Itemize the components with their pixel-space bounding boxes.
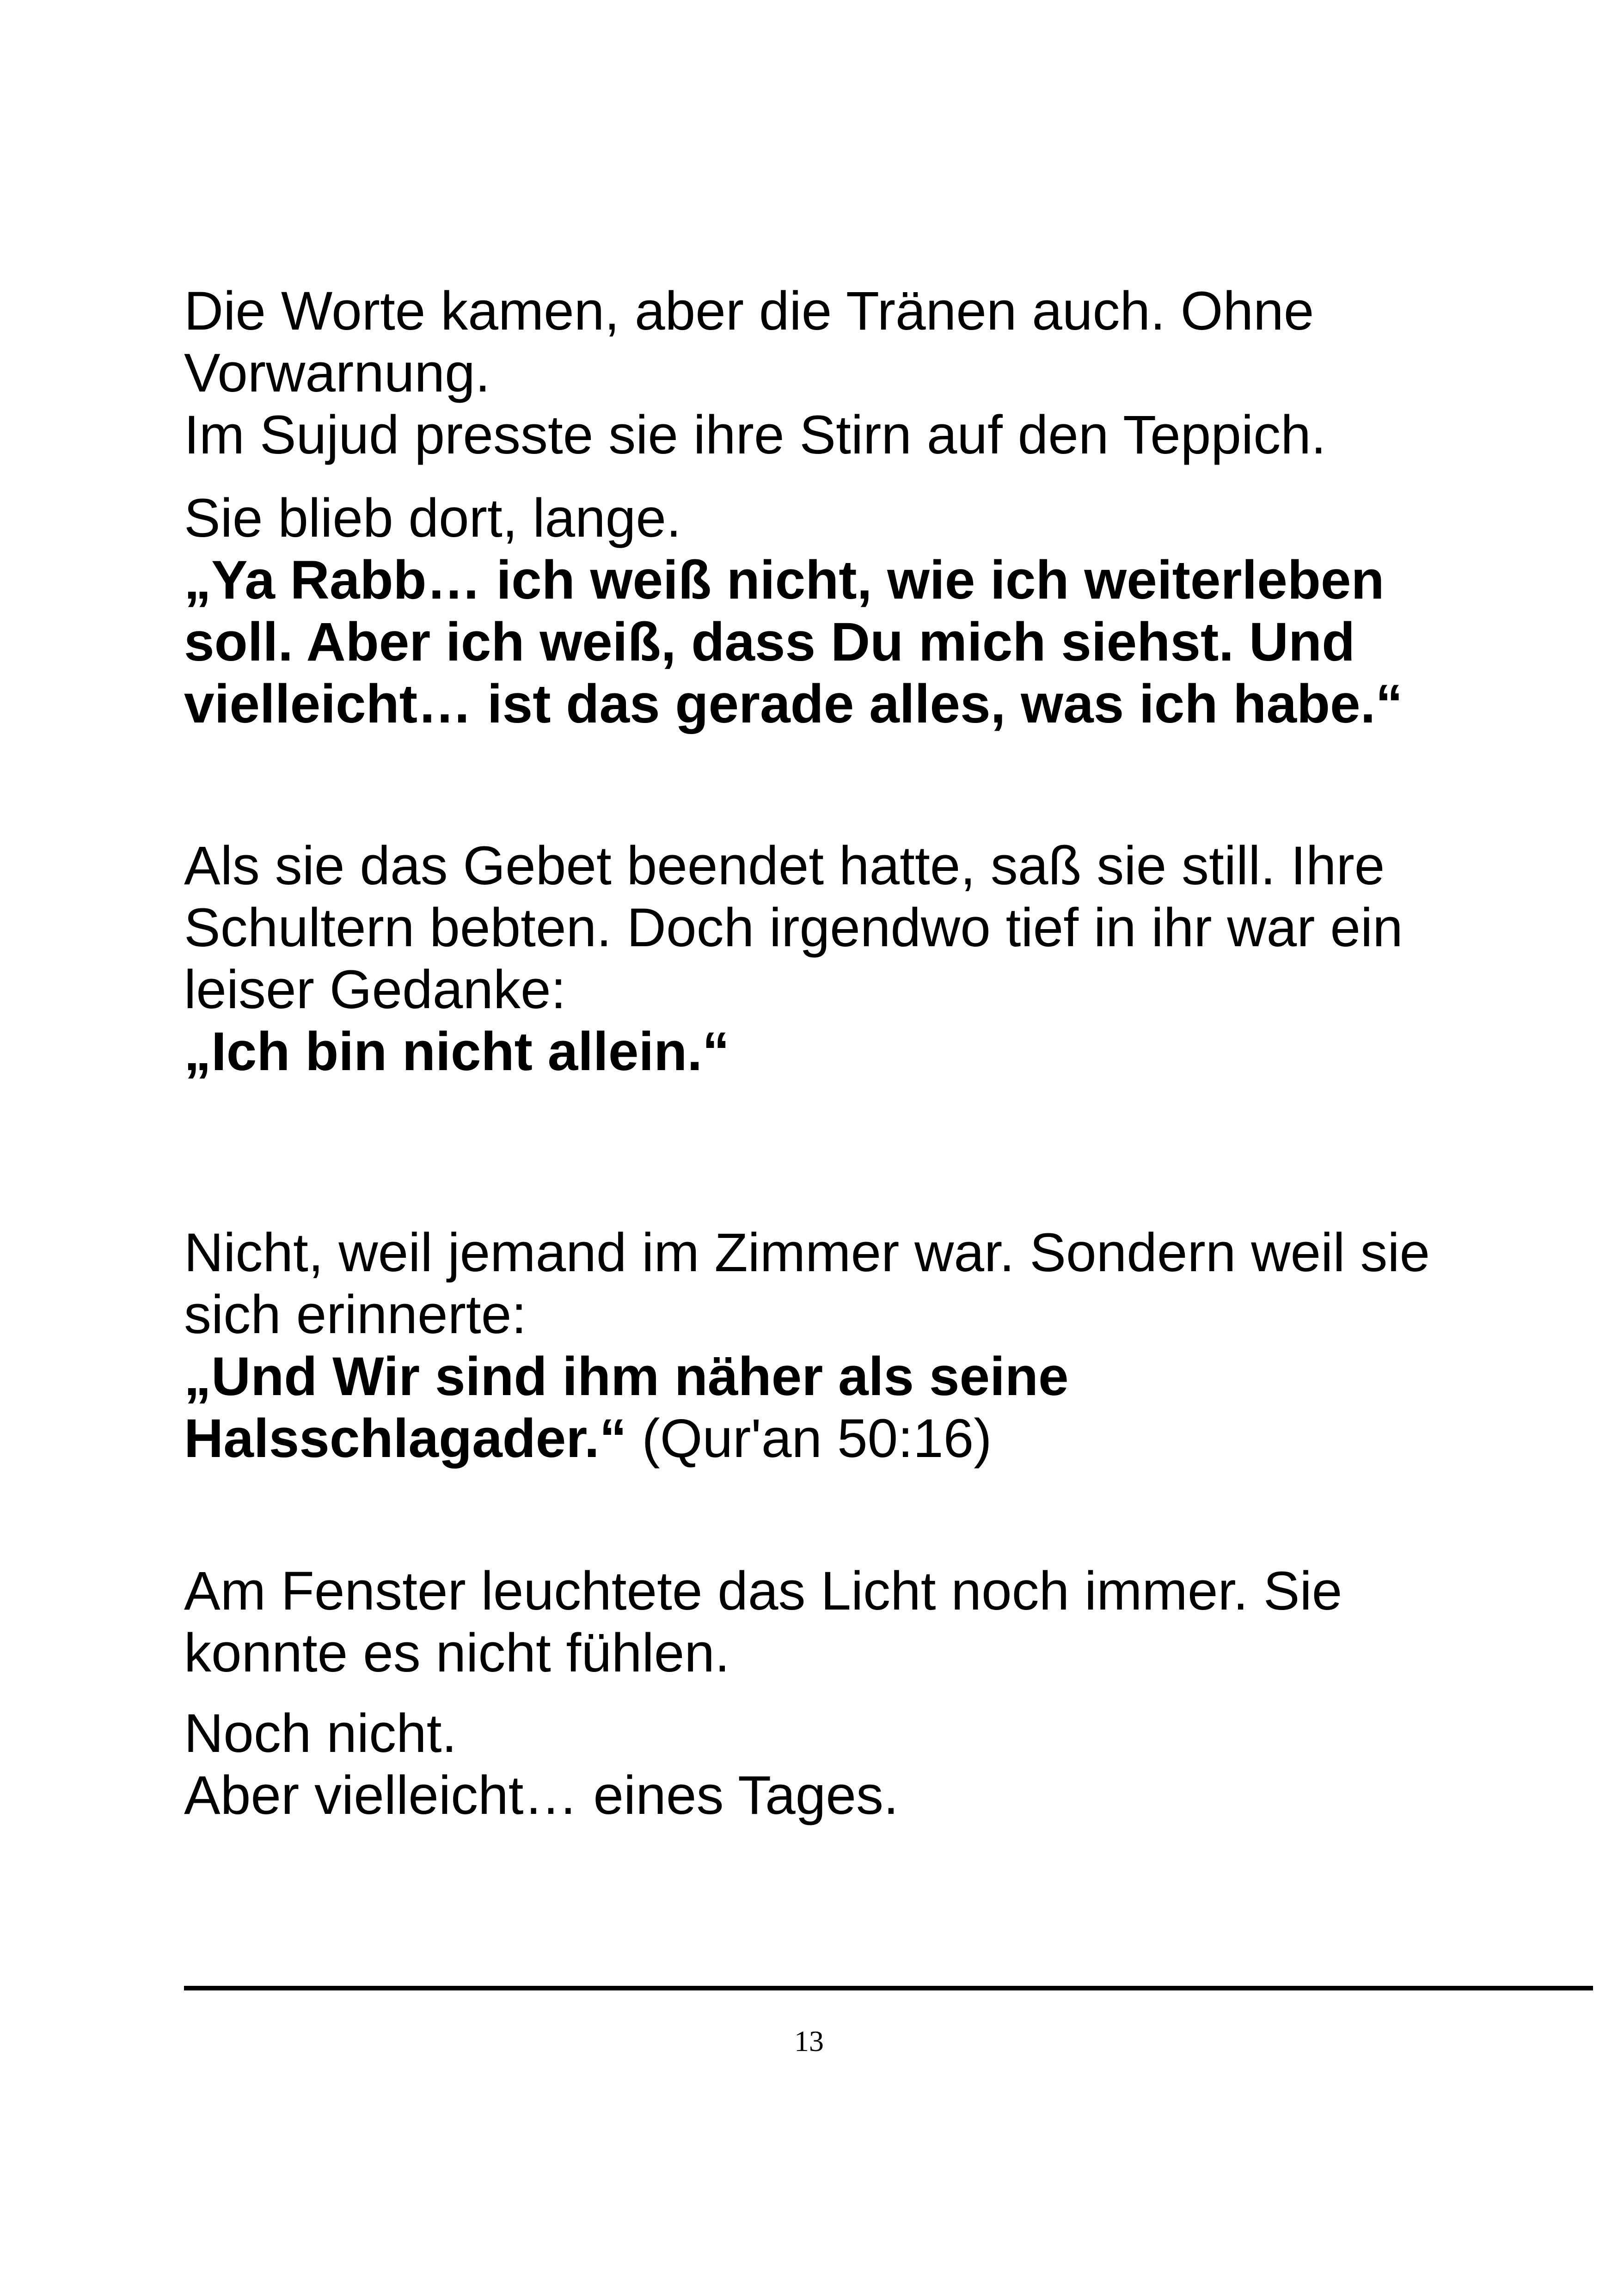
text-line: Schultern bebten. Doch irgendwo tief in ihr war ein [184,897,1403,958]
bold-quote-text: Halsschlagader.“ [184,1408,627,1469]
text-line: Nicht, weil jemand im Zimmer war. Sondern weil sie [184,1222,1430,1283]
bold-quote-line: „Ya Rabb… ich weiß nicht, wie ich weiterleben [184,550,1385,611]
text-line: Noch nicht. [184,1703,457,1764]
text-line: Als sie das Gebet beendet hatte, saß sie still. Ihre [184,835,1385,896]
bold-quote-line: „Ich bin nicht allein.“ [184,1021,730,1082]
text-line: Vorwarnung. [184,343,490,404]
bold-quote-line: „Und Wir sind ihm näher als seine [184,1346,1069,1407]
text-line: sich erinnerte: [184,1284,527,1345]
bold-quote-line: vielleicht… ist das gerade alles, was ich habe.“ [184,673,1403,735]
page-number: 13 [794,2025,824,2057]
text-line: Sie blieb dort, lange. [184,488,681,549]
footer-divider [184,1986,1593,1990]
text-line: Aber vielleicht… eines Tages. [184,1765,899,1826]
text-line: Die Worte kamen, aber die Tränen auch. Ohne [184,281,1314,342]
text-line: konnte es nicht fühlen. [184,1623,730,1684]
quote-citation-line [184,1408,992,1469]
text-line: Am Fenster leuchtete das Licht noch immer. Sie [184,1561,1342,1622]
text-line: leiser Gedanke: [184,959,566,1020]
quran-reference: (Qur'an 50:16) [626,1408,992,1469]
bold-quote-line: soll. Aber ich weiß, dass Du mich siehst. Und [184,612,1355,673]
text-line: Im Sujud presste sie ihre Stirn auf den Teppich. [184,404,1326,465]
